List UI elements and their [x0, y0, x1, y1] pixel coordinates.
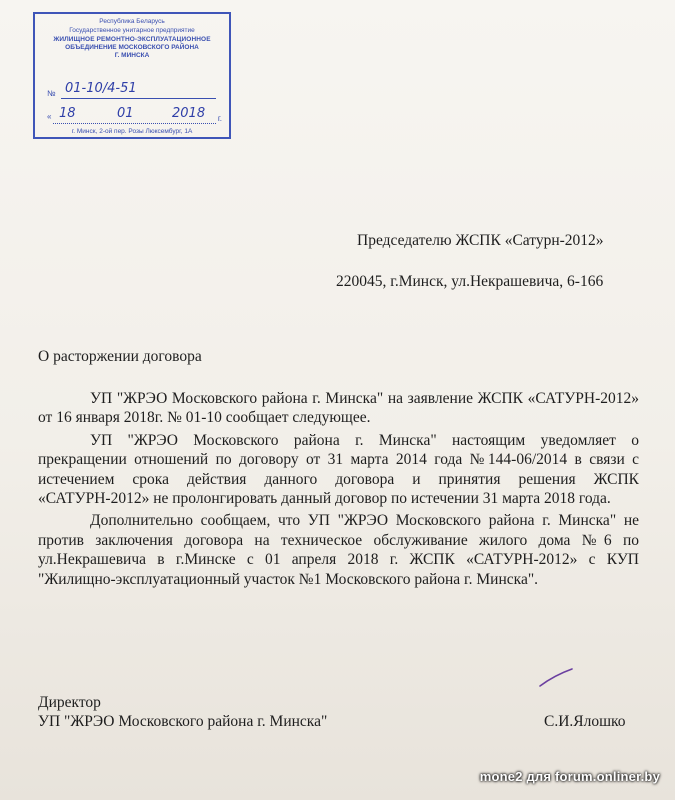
stamp-number-line [61, 98, 216, 99]
stamp-number-value: 01-10/4-51 [65, 81, 137, 96]
stamp-enterprise-type: Государственное унитарное предприятие [69, 27, 195, 34]
handwritten-signature [536, 666, 576, 690]
stamp-number-prefix: № [47, 89, 56, 98]
letter-body [38, 389, 639, 589]
stamp-org-line1: ЖИЛИЩНОЕ РЕМОНТНО-ЭКСПЛУАТАЦИОННОЕ [53, 36, 211, 43]
stamp-date-row [47, 108, 222, 126]
paragraph-3: Дополнительно сообщаем, что УП "ЖРЭО Московского района г. Минска" не против заключения договора на техническое обслуживание жилого дома №6 по ул.Некрашевича в г.Минске с 01 апреля 2018 г. ЖСПК «САТУРН-2012» с КУП "Жилищно-эксплуатационный участок №1 Московского района г. Минска". [38, 512, 639, 588]
stamp-date-day: 18 [59, 106, 76, 121]
stamp-address: г. Минск, 2-ой пер. Розы Люксембург, 1А [71, 128, 193, 135]
stamp-date-suffix: г. [217, 114, 222, 123]
stamp-city: Г. МИНСКА [114, 52, 150, 59]
paragraph-2: УП "ЖРЭО Московского района г. Минска" настоящим уведомляет о прекращении отношений по договору от 31 марта 2014 года №144-06/2014 в связи с истечением срока действия данного договора и принятия решения ЖСПК «САТУРН-2012» не пролонгировать данный договор по истечении 31 марта 2018 года. [38, 431, 639, 508]
stamp-org-line2: ОБЪЕДИНЕНИЕ МОСКОВСКОГО РАЙОНА [65, 44, 199, 51]
addressee: Председателю ЖСПК «Сатурн-2012» [357, 232, 604, 249]
stamp-country: Республика Беларусь [99, 18, 165, 25]
signatory-name: С.И.Ялошко [544, 713, 626, 730]
signatory-organization: УП "ЖРЭО Московского района г. Минска" [38, 713, 328, 730]
registration-stamp [33, 12, 231, 139]
stamp-date-year: 2018 [172, 106, 206, 121]
forum-watermark: mone2 для forum.onliner.by [479, 769, 660, 784]
paragraph-1: УП "ЖРЭО Московского района г. Минска" на заявление ЖСПК «САТУРН-2012» от 16 января 2018г. № 01-10 сообщает следующее. [38, 390, 639, 427]
signatory-title: Директор [38, 694, 101, 711]
addressee-address: 220045, г.Минск, ул.Некрашевича, 6-166 [336, 273, 604, 290]
stamp-date-prefix: « [47, 112, 52, 121]
stamp-date-line [53, 123, 216, 124]
letter-subject: О расторжении договора [38, 348, 202, 365]
stamp-number-row [47, 83, 222, 101]
stamp-date-month: 01 [117, 106, 134, 121]
